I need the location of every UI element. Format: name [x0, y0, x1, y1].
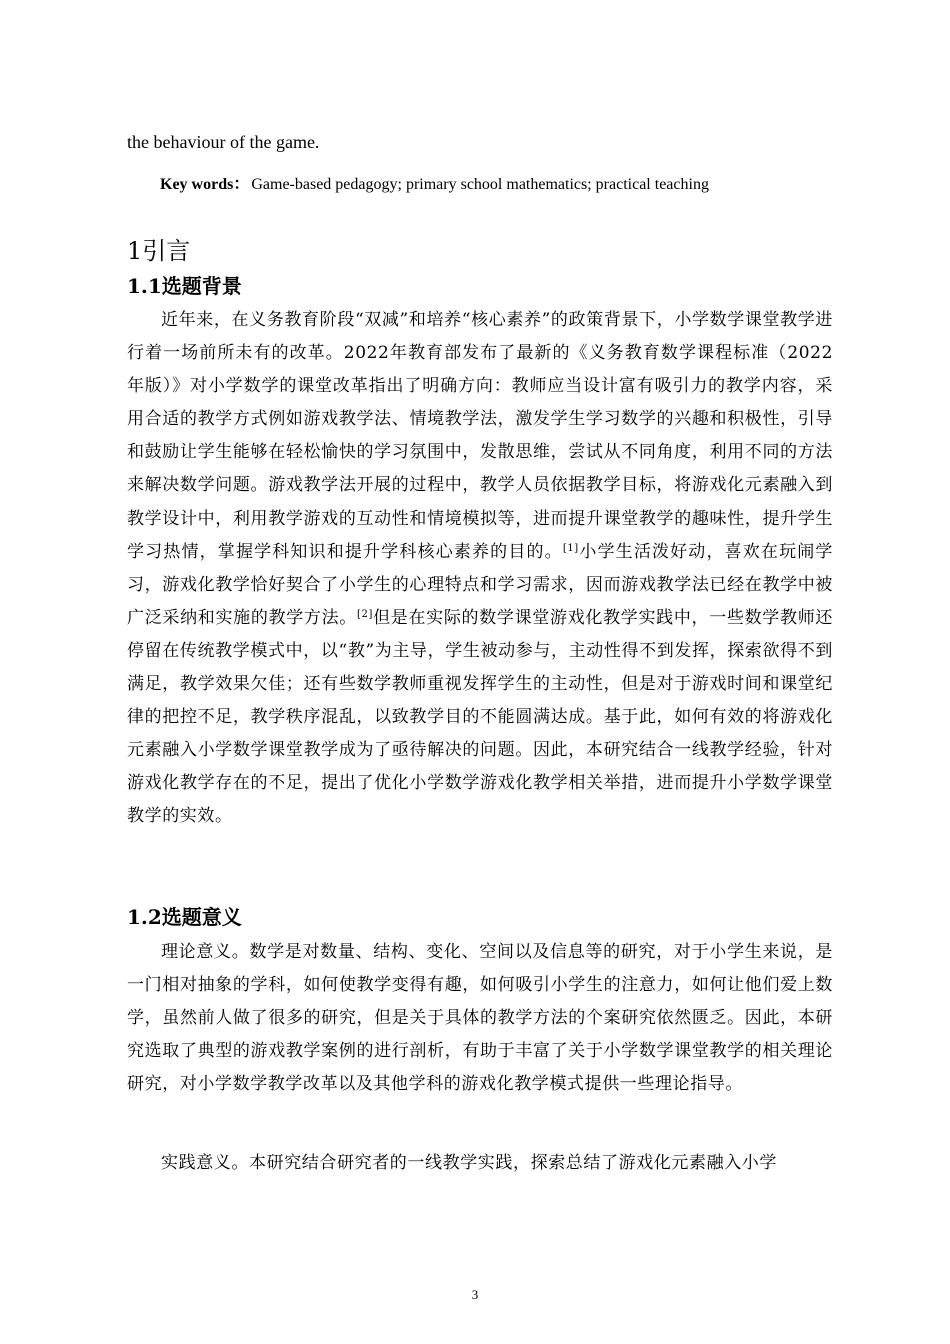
background-paragraph	[127, 304, 833, 834]
citation-ref[interactable]: [1]	[562, 542, 579, 554]
section-number: 1.1	[127, 274, 162, 298]
paragraph-text: 小学生活泼好动，喜欢在玩闹学习，游戏化教学恰好契合了小学生的心理特点和学习需求，因而游戏教学法已经在教学中被广泛采纳和实施的教学方法。	[127, 541, 833, 628]
section-number: 1.2	[127, 905, 162, 929]
section-heading-1-2	[127, 901, 242, 930]
section-title: 选题意义	[161, 905, 242, 929]
page-number: 3	[471, 1287, 479, 1302]
keywords-text: Game-based pedagogy; primary school mathematics; practical teaching	[251, 176, 709, 193]
theory-significance-paragraph: 理论意义。数学是对数量、结构、变化、空间以及信息等的研究，对于小学生来说，是一门相对抽象的学科，如何使教学变得有趣，如何吸引小学生的注意力，如何让他们爱上数学，虽然前人做了很多的研究，但是关于具体的教学方法的个案研究依然匮乏。因此，本研究选取了典型的游戏教学案例的进行剖析，有助于丰富了关于小学数学课堂教学的相关理论研究，对小学数学教学改革以及其他学科的游戏化教学模式提供一些理论指导。	[127, 942, 833, 1095]
paragraph-text: 但是在实际的数学课堂游戏化教学实践中，一些数学教师还停留在传统教学模式中，以“教”为主导，学生被动参与，主动性得不到发挥，探索欲得不到满足，教学效果欠佳；还有些数学教师重视发挥学生的主动性，但是对于游戏时间和课堂纪律的把控不足，教学秩序混乱，以致教学目的不能圆满达成。基于此，如何有效的将游戏化元素融入小学数学课堂教学成为了亟待解决的问题。因此，本研究结合一线教学经验，针对游戏化教学存在的不足，提出了优化小学数学游戏化教学相关举措，进而提升小学数学课堂教学的实效。	[127, 607, 833, 827]
chapter-number: 1	[127, 237, 143, 265]
paragraph-text: 近年来，在义务教育阶段“双减”和培养“核心素养”的政策背景下，小学数学课堂教学进行着一场前所未有的改革。2022年教育部发布了最新的《义务教育数学课程标准（2022年版）》对小学数学的课堂改革指出了明确方向：教师应当设计富有吸引力的教学内容，采用合适的教学方式例如游戏教学法、情境教学法，激发学生学习数学的兴趣和积极性，引导和鼓励让学生能够在轻松愉快的学习氛围中，发散思维，尝试从不同角度，利用不同的方法来解决数学问题。游戏教学法开展的过程中，教学人员依据教学目标，将游戏化元素融入到教学设计中，利用教学游戏的互动性和情境模拟等，进而提升课堂教学的趣味性，提升学生学习热情，掌握学科知识和提升学科核心素养的目的。	[127, 310, 833, 562]
citation-ref[interactable]: [2]	[357, 608, 373, 620]
keywords-label: Key words：	[160, 176, 250, 193]
keywords-line	[160, 171, 709, 194]
abstract-continuation: the behaviour of the game.	[127, 132, 320, 152]
practice-significance-paragraph: 实践意义。本研究结合研究者的一线教学实践，探索总结了游戏化元素融入小学	[161, 1153, 777, 1173]
section-title: 选题背景	[161, 274, 242, 298]
section-heading-1-1	[127, 270, 242, 299]
chapter-title: 引言	[142, 237, 191, 265]
chapter-heading	[127, 231, 190, 266]
